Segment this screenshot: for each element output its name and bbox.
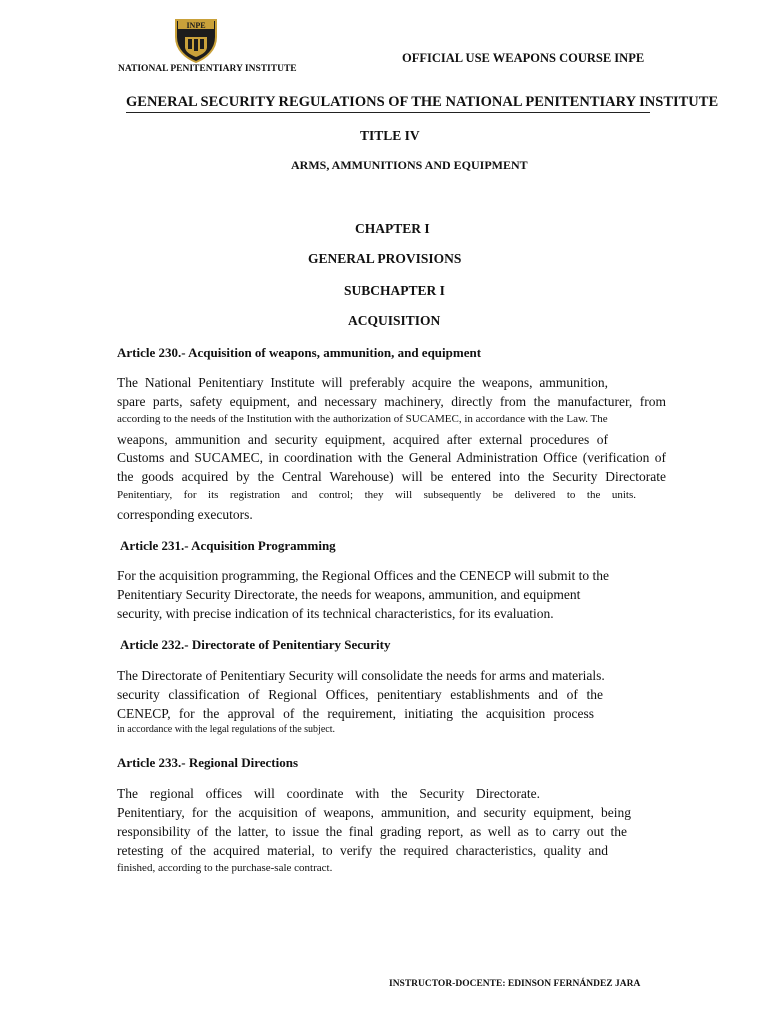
article-233-line: finished, according to the purchase-sale contract. bbox=[117, 862, 333, 874]
title-subject: ARMS, AMMUNITIONS AND EQUIPMENT bbox=[291, 158, 528, 172]
chapter-heading: CHAPTER I bbox=[355, 221, 430, 236]
footer-instructor: INSTRUCTOR-DOCENTE: EDINSON FERNÁNDEZ JARA bbox=[389, 979, 641, 989]
article-230-line: weapons, ammunition and security equipment, acquired after external procedures of bbox=[117, 432, 608, 447]
subchapter-subject: ACQUISITION bbox=[348, 313, 441, 328]
article-232-heading: Article 232.- Directorate of Penitentiary Security bbox=[120, 637, 391, 652]
subchapter-heading: SUBCHAPTER I bbox=[344, 283, 445, 298]
article-230-line: Penitentiary, for its registration and control; they will subsequently be delivered to the units. bbox=[117, 489, 636, 501]
article-231-line: security, with precise indication of its technical characteristics, for its evaluation. bbox=[117, 606, 554, 621]
article-230-line: spare parts, safety equipment, and necessary machinery, directly from the manufacturer, from bbox=[117, 394, 666, 409]
article-230-heading: Article 230.- Acquisition of weapons, ammunition, and equipment bbox=[117, 345, 482, 360]
document-title: GENERAL SECURITY REGULATIONS OF THE NATIONAL PENITENTIARY INSTITUTE bbox=[126, 94, 719, 110]
article-231-heading: Article 231.- Acquisition Programming bbox=[120, 538, 336, 553]
article-232-line: in accordance with the legal regulations of the subject. bbox=[117, 724, 335, 735]
inpe-logo bbox=[172, 17, 220, 63]
course-title: OFFICIAL USE WEAPONS COURSE INPE bbox=[402, 51, 645, 65]
article-230-line: according to the needs of the Institution with the authorization of SUCAMEC, in accordance with the Law. The bbox=[117, 413, 608, 425]
article-231-line: Penitentiary Security Directorate, the needs for weapons, ammunition, and equipment bbox=[117, 587, 581, 602]
article-233-line: Penitentiary, for the acquisition of weapons, ammunition, and security equipment, being bbox=[117, 805, 631, 820]
article-233-line: responsibility of the latter, to issue the final grading report, as well as to carry out the bbox=[117, 824, 627, 839]
article-232-line: CENECP, for the approval of the requirement, initiating the acquisition process bbox=[117, 706, 594, 721]
org-name: NATIONAL PENITENTIARY INSTITUTE bbox=[118, 64, 297, 74]
article-230-line: Customs and SUCAMEC, in coordination with the General Administration Office (verification of bbox=[117, 450, 666, 465]
title-number: TITLE IV bbox=[360, 128, 420, 143]
article-233-heading: Article 233.- Regional Directions bbox=[117, 755, 298, 770]
article-231-line: For the acquisition programming, the Regional Offices and the CENECP will submit to the bbox=[117, 568, 609, 583]
svg-text:INPE: INPE bbox=[186, 21, 206, 30]
chapter-subject: GENERAL PROVISIONS bbox=[308, 251, 462, 266]
article-230-line: the goods acquired by the Central Warehouse) will be entered into the Security Directorate bbox=[117, 469, 666, 484]
article-233-line: retesting of the acquired material, to verify the required characteristics, quality and bbox=[117, 843, 608, 858]
article-233-line: The regional offices will coordinate with the Security Directorate. bbox=[117, 786, 540, 801]
article-230-line: corresponding executors. bbox=[117, 507, 253, 522]
article-232-line: The Directorate of Penitentiary Security will consolidate the needs for arms and materials. bbox=[117, 668, 605, 683]
article-230-line: The National Penitentiary Institute will preferably acquire the weapons, ammunition, bbox=[117, 375, 608, 390]
title-underline bbox=[126, 112, 650, 113]
article-232-line: security classification of Regional Offices, penitentiary establishments and of the bbox=[117, 687, 603, 702]
